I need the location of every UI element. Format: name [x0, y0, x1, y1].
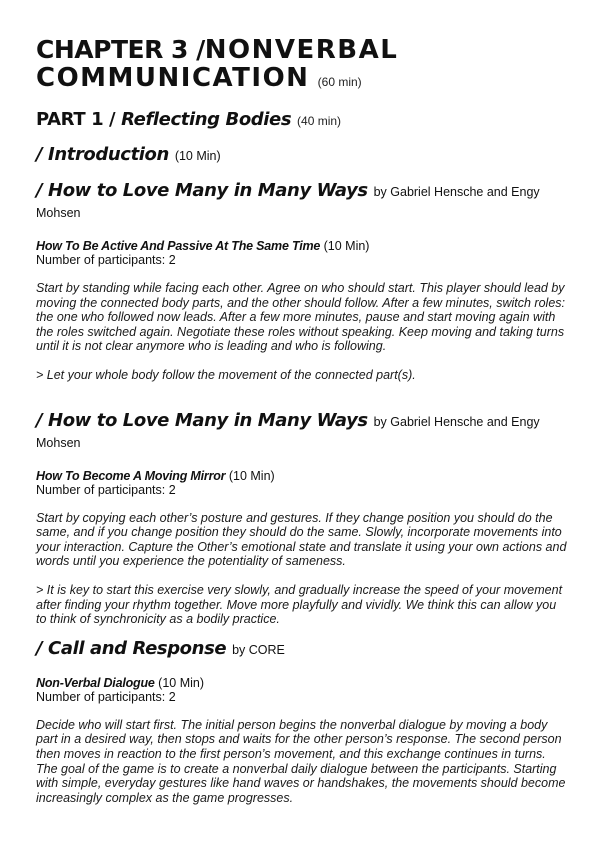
section-byline: by CORE [232, 642, 285, 657]
exercise-duration: (10 Min) [228, 468, 275, 483]
section-heading [36, 181, 570, 223]
exercise-title: How To Become A Moving Mirror [36, 468, 226, 483]
part-label: PART 1 / [36, 109, 116, 130]
exercise-note: > It is key to start this exercise very slowly, and gradually increase the speed of your movement after finding your rhythm together. Move more playfully and vividly. We think this can allow you to think of synchronicity as a bodily practice. [36, 582, 563, 627]
exercise-duration: (10 Min) [323, 239, 370, 253]
part-heading [36, 109, 570, 130]
section-moving-mirror [36, 411, 570, 627]
part-title: Reflecting Bodies [121, 109, 292, 130]
section-heading [36, 411, 570, 453]
exercise-title: Non-Verbal Dialogue [36, 675, 155, 690]
part-duration: (40 min) [297, 114, 342, 128]
introduction-title: / Introduction [36, 144, 169, 165]
exercise-paragraph: Start by copying each other’s posture and gestures. If they change position you should do the same, and if you change position they should do the same. Slowly, incorporate movements into your interaction. Capture the Other’s emotional state and translate it using your own actions and words until you experience the potentiality of sameness. [36, 510, 567, 569]
section-call-response [36, 639, 570, 806]
exercise-duration: (10 Min) [158, 675, 204, 690]
exercise-info [36, 239, 570, 267]
chapter-heading [36, 36, 570, 96]
section-active-passive [36, 181, 570, 383]
chapter-title-line1: NONVERBAL [204, 35, 399, 65]
exercise-title: How To Be Active And Passive At The Same Time [36, 239, 321, 253]
section-byline: by Gabriel Hensche and Engy Mohsen [36, 185, 540, 220]
participants-count: Number of participants: 2 [36, 482, 176, 497]
exercise-paragraph: Start by standing while facing each other. Agree on who should start. This player should lead by moving the connected body parts, and the other should follow. After a few minutes, switch roles: the one who followed now leads. After a few more minutes, pause and start moving again with the roles switched again. Negotiate these roles without speaking. Keep moving and taking turns until it is not clear anymore who is leading and who is following. [36, 281, 565, 354]
participants-count: Number of participants: 2 [36, 253, 176, 267]
chapter-duration: (60 min) [317, 75, 362, 89]
section-title: / How to Love Many in Many Ways [36, 180, 368, 201]
exercise-info [36, 676, 570, 704]
exercise-info [36, 469, 570, 497]
exercise-paragraph: Decide who will start first. The initial person begins the nonverbal dialogue by moving a body part in a desired way, then stops and waits for the other person’s response. The second person then moves in reaction to the first person’s movement, and this exchange continues in turns. The goal of the game is to create a nonverbal daily dialogue between the participants. Starting with simple, everyday gestures like hand waves or handshakes, the movements should become increasingly complex as the game progresses. [36, 717, 566, 805]
chapter-title-line2: COMMUNICATION [36, 63, 310, 93]
document-page [36, 36, 570, 805]
chapter-prefix: CHAPTER 3 / [36, 35, 205, 64]
section-heading [36, 639, 570, 660]
section-title: / How to Love Many in Many Ways [36, 409, 368, 431]
participants-count: Number of participants: 2 [36, 689, 176, 704]
introduction-duration: (10 Min) [174, 149, 221, 163]
exercise-note: > Let your whole body follow the movement of the connected part(s). [36, 367, 416, 382]
introduction-heading [36, 145, 570, 166]
section-title: / Call and Response [36, 637, 227, 659]
section-byline: by Gabriel Hensche and Engy Mohsen [36, 414, 540, 450]
